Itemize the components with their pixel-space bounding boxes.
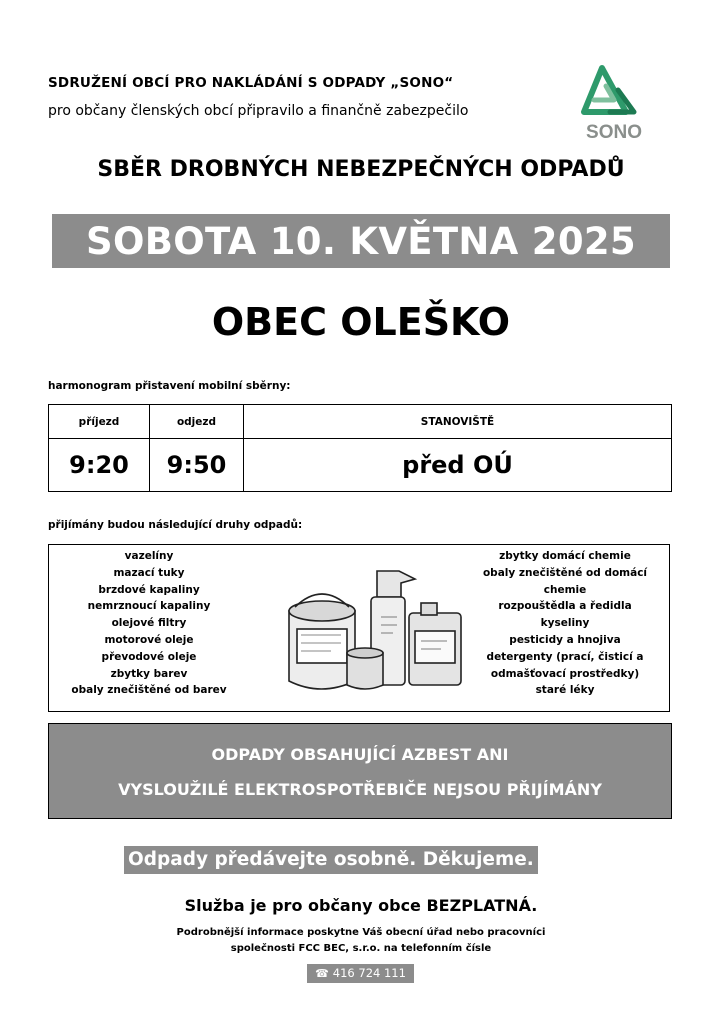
- info-line-2: společnosti FCC BEC, s.r.o. na telefonním čísle: [230, 943, 492, 954]
- list-item: detergenty (prací, čisticí a odmašťovací prostředky): [486, 650, 644, 680]
- departure-time: 9:50: [150, 439, 244, 492]
- organization-name: SDRUŽENÍ OBCÍ PRO NAKLÁDÁNÍ S ODPADY „SONO“: [48, 75, 454, 91]
- list-item: pesticidy a hnojiva: [509, 633, 621, 646]
- schedule-row: [49, 439, 672, 492]
- schedule-label: harmonogram přistavení mobilní sběrny:: [48, 380, 291, 392]
- asbestos-notice: [48, 723, 672, 819]
- list-item: motorové oleje: [104, 633, 194, 646]
- location-header: STANOVIŠTĚ: [244, 405, 672, 439]
- info-line-1: Podrobnější informace poskytne Váš obecní úřad nebo pracovníci: [176, 927, 546, 938]
- sono-logo: [574, 60, 654, 142]
- date-banner: SOBOTA 10. KVĚTNA 2025: [52, 214, 670, 268]
- location: před OÚ: [244, 439, 672, 492]
- logo-text: SONO: [586, 122, 642, 142]
- list-item: zbytky domácí chemie: [499, 550, 631, 562]
- handover-message: Odpady předávejte osobně. Děkujeme.: [124, 846, 538, 874]
- notice-line-1: ODPADY OBSAHUJÍCÍ AZBEST ANI: [211, 745, 509, 764]
- waste-types-label: přijímány budou následující druhy odpadů:: [48, 519, 303, 531]
- arrival-time: 9:20: [49, 439, 150, 492]
- list-item: obaly znečištěné od domácí chemie: [482, 566, 648, 596]
- sono-logo-mark-icon: [574, 60, 654, 142]
- list-item: rozpouštědla a ředidla: [498, 600, 632, 613]
- list-item: kyseliny: [540, 617, 590, 630]
- waste-list-right: [467, 548, 663, 699]
- arrival-header: příjezd: [49, 405, 150, 439]
- free-service-note: Služba je pro občany obce BEZPLATNÁ.: [184, 896, 538, 915]
- schedule-header-row: [49, 405, 672, 439]
- list-item: mazací tuky: [113, 566, 185, 579]
- list-item: staré léky: [535, 684, 595, 697]
- phone-number-badge: [307, 964, 414, 983]
- departure-header: odjezd: [150, 405, 244, 439]
- village-name: OBEC OLEŠKO: [211, 300, 511, 344]
- organization-subtitle: pro občany členských obcí připravilo a finančně zabezpečilo: [48, 103, 469, 119]
- list-item: nemrznoucí kapaliny: [87, 600, 211, 613]
- list-item: převodové oleje: [101, 650, 197, 663]
- notice-line-2: VYSLOUŽILÉ ELEKTROSPOTŘEBIČE NEJSOU PŘIJÍMÁNY: [118, 780, 602, 799]
- phone-icon: ☎: [315, 967, 329, 980]
- list-item: zbytky barev: [110, 667, 188, 680]
- list-item: olejové filtry: [111, 617, 187, 630]
- list-item: obaly znečištěné od barev: [71, 684, 227, 697]
- list-item: brzdové kapaliny: [98, 583, 200, 596]
- paint-cans-icon: [281, 561, 481, 699]
- page-title: SBĚR DROBNÝCH NEBEZPEČNÝCH ODPADŮ: [97, 157, 625, 182]
- phone-number: 416 724 111: [332, 966, 406, 980]
- schedule-table: [48, 404, 672, 492]
- list-item: vazelíny: [124, 550, 174, 562]
- waste-list-left: [49, 548, 249, 699]
- waste-types-box: [48, 544, 670, 712]
- chemical-containers-illustration: [281, 561, 481, 699]
